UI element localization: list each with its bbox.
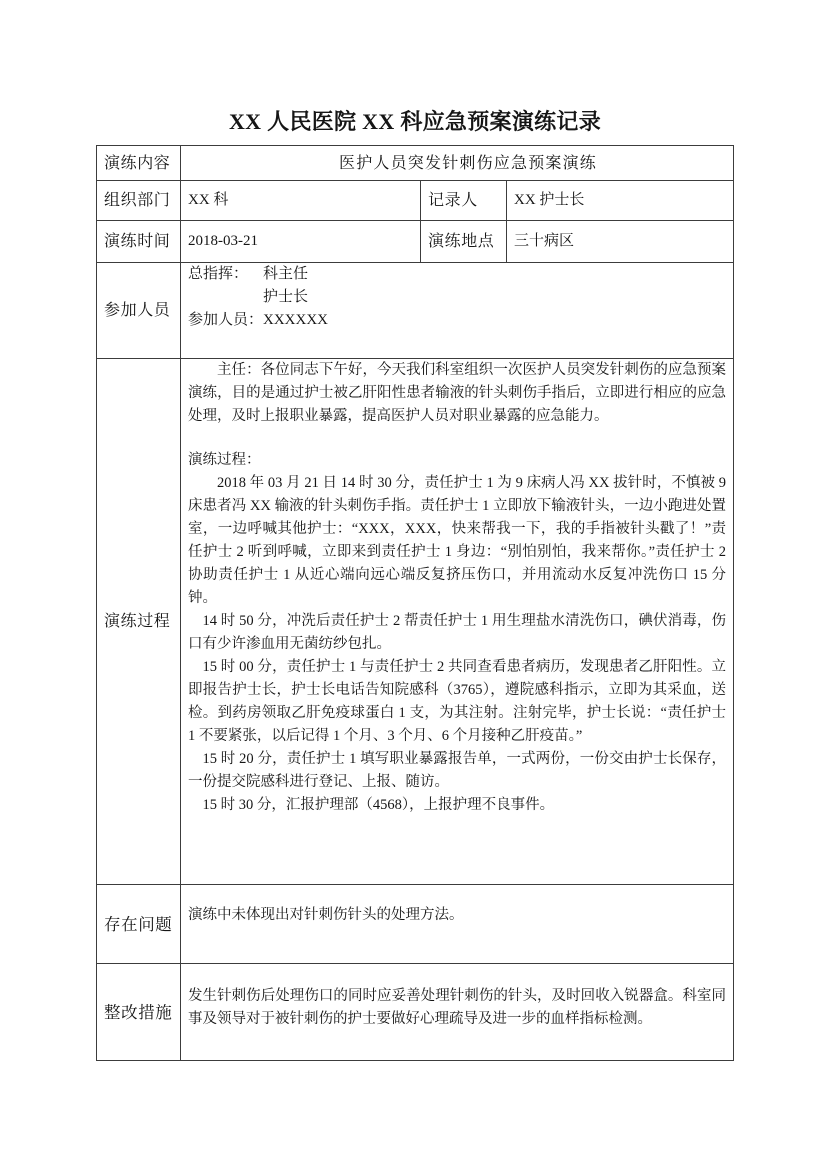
row-corrective xyxy=(97,964,734,1061)
drill-content-label: 演练内容 xyxy=(97,146,181,181)
process-intro: 主任：各位同志下午好，今天我们科室组织一次医护人员突发针刺伤的应急预案演练，目的是通过护士被乙肝阳性患者输液的针头刺伤手指后，立即进行相应的应急处理，及时上报职业暴露，提高医护人员对职业暴露的应急能力。 xyxy=(188,362,727,424)
process-cell xyxy=(181,359,734,885)
row-participants xyxy=(97,263,734,359)
process-heading: 演练过程： xyxy=(188,452,261,468)
commander-line xyxy=(188,286,726,309)
participants-line xyxy=(188,309,726,332)
process-step: 2018 年 03 月 21 日 14 时 30 分，责任护士 1 为 9 床病人冯 XX 拔针时，不慎被 9 床患者冯 XX 输液的针头刺伤手指。责任护士 1 立即放下输液针头，一边小跑进处置室，一边呼喊其他护士：“XXX，XXX，快来帮我一下，我的手指被针头戳了！”责任护士 2 听到呼喊，立即来到责任护士 1 身边：“别怕别怕，我来帮你。”责任护士 2 协助责任护士 1 从近心端向远心端反复挤压伤口，并用流动水反复冲洗伤口 15 分钟。 xyxy=(188,475,727,606)
drill-location-value: 三十病区 xyxy=(507,221,734,263)
drill-content-value: 医护人员突发针刺伤应急预案演练 xyxy=(181,146,734,181)
issues-label: 存在问题 xyxy=(97,885,181,964)
process-step: 15 时 00 分，责任护士 1 与责任护士 2 共同查看患者病历，发现患者乙肝阳性。立即报告护士长，护士长电话告知院感科（3765），遵院感科指示，立即为其采血，送检。到药房领取乙肝免疫球蛋白 1 支，为其注射。注射完毕，护士长说：“责任护士 1 不要紧张，以后记得 1 个月、3 个月、6 个月接种乙肝疫苗。” xyxy=(188,659,727,744)
process-step: 15 时 30 分，汇报护理部（4568），上报护理不良事件。 xyxy=(202,797,555,813)
row-issues xyxy=(97,885,734,964)
corrective-label: 整改措施 xyxy=(97,964,181,1061)
drill-record-table xyxy=(96,145,734,1061)
issues-value: 演练中未体现出对针刺伤针头的处理方法。 xyxy=(188,907,464,923)
row-drill-content xyxy=(97,146,734,181)
drill-location-label: 演练地点 xyxy=(421,221,507,263)
drill-time-value: 2018-03-21 xyxy=(181,221,421,263)
drill-time-label: 演练时间 xyxy=(97,221,181,263)
participants-inline-label: 参加人员： xyxy=(188,312,264,328)
recorder-label: 记录人 xyxy=(421,181,507,221)
row-drill-process xyxy=(97,359,734,885)
recorder-value: XX 护士长 xyxy=(507,181,734,221)
row-time-location xyxy=(97,221,734,263)
commander-name: 科主任 xyxy=(263,266,309,282)
participants-block xyxy=(188,263,726,332)
commander-line xyxy=(188,263,726,286)
process-block xyxy=(188,359,726,817)
process-label: 演练过程 xyxy=(97,359,181,885)
corrective-cell xyxy=(181,964,734,1061)
participants-label: 参加人员 xyxy=(97,263,181,359)
process-step: 14 时 50 分，冲洗后责任护士 2 帮责任护士 1 用生理盐水清洗伤口，碘伏消毒，伤口有少许渗血用无菌纺纱包扎。 xyxy=(188,613,727,652)
commander-label: 总指挥： xyxy=(188,266,249,282)
corrective-value: 发生针刺伤后处理伤口的同时应妥善处理针刺伤的针头，及时回收入锐器盒。科室同事及领导对于被针刺伤的护士要做好心理疏导及进一步的血样指标检测。 xyxy=(188,988,727,1027)
department-label: 组织部门 xyxy=(97,181,181,221)
issues-cell xyxy=(181,885,734,964)
document-title: XX 人民医院 XX 科应急预案演练记录 xyxy=(228,109,602,134)
row-department-recorder xyxy=(97,181,734,221)
participants-value: XXXXXX xyxy=(263,312,329,328)
process-step: 15 时 20 分，责任护士 1 填写职业暴露报告单，一式两份，一份交由护士长保存，一份提交院感科进行登记、上报、随访。 xyxy=(188,751,727,790)
commander-name: 护士长 xyxy=(263,289,309,305)
department-value: XX 科 xyxy=(181,181,421,221)
participants-cell xyxy=(181,263,734,359)
